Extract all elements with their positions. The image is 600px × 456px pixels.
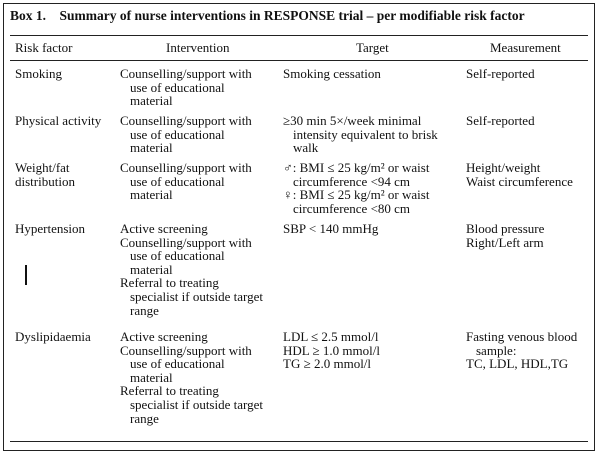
measurement-cell-line: Self-reported xyxy=(466,66,535,81)
target-cell-line: ♂: BMI ≤ 25 kg/m² or waist xyxy=(283,160,430,175)
intervention-cell-line: material xyxy=(130,187,173,203)
measurement-cell-line: Height/weight xyxy=(466,160,541,175)
measurement-cell xyxy=(466,67,535,81)
intervention-cell-line: Referral to treating xyxy=(120,275,219,291)
intervention-cell xyxy=(120,114,252,155)
target-cell xyxy=(283,161,429,215)
risk-factor-cell-line: Physical activity xyxy=(15,113,102,128)
box-title: Box 1. Summary of nurse interventions in RESPONSE trial – per modifiable risk factor xyxy=(10,8,525,23)
measurement-cell xyxy=(466,161,573,188)
intervention-cell-line: material xyxy=(130,140,173,156)
target-cell xyxy=(283,222,378,236)
intervention-cell-line: use of educational xyxy=(130,356,225,372)
intervention-cell-line: material xyxy=(130,369,173,385)
intervention-cell-line: material xyxy=(130,261,173,277)
header-risk-factor: Risk factor xyxy=(15,40,73,55)
target-cell-line: ≥30 min 5×/week minimal xyxy=(283,113,422,128)
measurement-cell-line: Blood pressure xyxy=(466,221,545,236)
risk-factor-cell xyxy=(15,114,101,128)
intervention-cell-line: Counselling/support with xyxy=(120,160,252,175)
measurement-cell xyxy=(466,114,535,128)
intervention-cell-line: Counselling/support with xyxy=(120,342,252,358)
table-bottom-rule xyxy=(10,441,588,442)
risk-factor-cell xyxy=(15,222,85,236)
header-target: Target xyxy=(356,40,389,55)
table-header-rule xyxy=(10,60,588,61)
measurement-cell-line: Self-reported xyxy=(466,113,535,128)
risk-factor-cell-line: Dyslipidaemia xyxy=(15,329,91,344)
intervention-cell-line: use of educational xyxy=(130,79,225,95)
risk-factor-cell xyxy=(15,161,75,188)
target-cell-line: LDL ≤ 2.5 mmol/l xyxy=(283,329,379,344)
measurement-cell-line: sample: xyxy=(476,342,517,358)
measurement-cell xyxy=(466,330,577,371)
target-cell-line: walk xyxy=(293,140,319,156)
measurement-cell-line: Right/Left arm xyxy=(466,234,544,250)
risk-factor-cell-line: distribution xyxy=(15,173,75,189)
measurement-cell xyxy=(466,222,544,249)
target-cell-line: TG ≥ 2.0 mmol/l xyxy=(283,356,372,372)
text-cursor-mark xyxy=(25,265,27,285)
intervention-cell xyxy=(120,222,263,317)
risk-factor-cell xyxy=(15,330,91,344)
target-cell-line: intensity equivalent to brisk xyxy=(293,126,438,142)
intervention-cell-line: range xyxy=(130,302,159,318)
intervention-cell-line: material xyxy=(130,93,173,109)
target-cell-line: circumference <94 cm xyxy=(293,173,411,189)
intervention-cell-line: use of educational xyxy=(130,248,225,264)
measurement-cell-line: Waist circumference xyxy=(466,173,573,189)
measurement-cell-line: TC, LDL, HDL,TG xyxy=(466,356,569,372)
intervention-cell-line: use of educational xyxy=(130,126,225,142)
intervention-cell-line: range xyxy=(130,410,159,426)
intervention-cell xyxy=(120,67,252,108)
intervention-cell-line: Active screening xyxy=(120,329,208,344)
risk-factor-cell xyxy=(15,67,62,81)
measurement-cell-line: Fasting venous blood xyxy=(466,329,578,344)
target-cell xyxy=(283,114,438,155)
target-cell-line: ♀: BMI ≤ 25 kg/m² or waist xyxy=(283,187,430,203)
risk-factor-cell-line: Weight/fat xyxy=(15,160,70,175)
intervention-cell-line: Counselling/support with xyxy=(120,113,252,128)
intervention-cell-line: use of educational xyxy=(130,173,225,189)
intervention-cell-line: Counselling/support with xyxy=(120,66,252,81)
intervention-cell-line: specialist if outside target xyxy=(130,288,263,304)
risk-factor-cell-line: Smoking xyxy=(15,66,62,81)
target-cell xyxy=(283,330,380,371)
header-intervention: Intervention xyxy=(166,40,230,55)
intervention-cell xyxy=(120,161,252,202)
intervention-cell-line: specialist if outside target xyxy=(130,396,263,412)
header-measurement: Measurement xyxy=(490,40,561,55)
intervention-cell-line: Referral to treating xyxy=(120,383,219,399)
intervention-cell-line: Active screening xyxy=(120,221,208,236)
intervention-cell-line: Counselling/support with xyxy=(120,234,252,250)
target-cell-line: HDL ≥ 1.0 mmol/l xyxy=(283,342,380,358)
table-top-rule xyxy=(10,35,588,36)
target-cell-line: SBP < 140 mmHg xyxy=(283,221,379,236)
risk-factor-cell-line: Hypertension xyxy=(15,221,86,236)
intervention-cell xyxy=(120,330,263,425)
target-cell-line: Smoking cessation xyxy=(283,66,381,81)
target-cell-line: circumference <80 cm xyxy=(293,200,411,216)
target-cell xyxy=(283,67,381,81)
